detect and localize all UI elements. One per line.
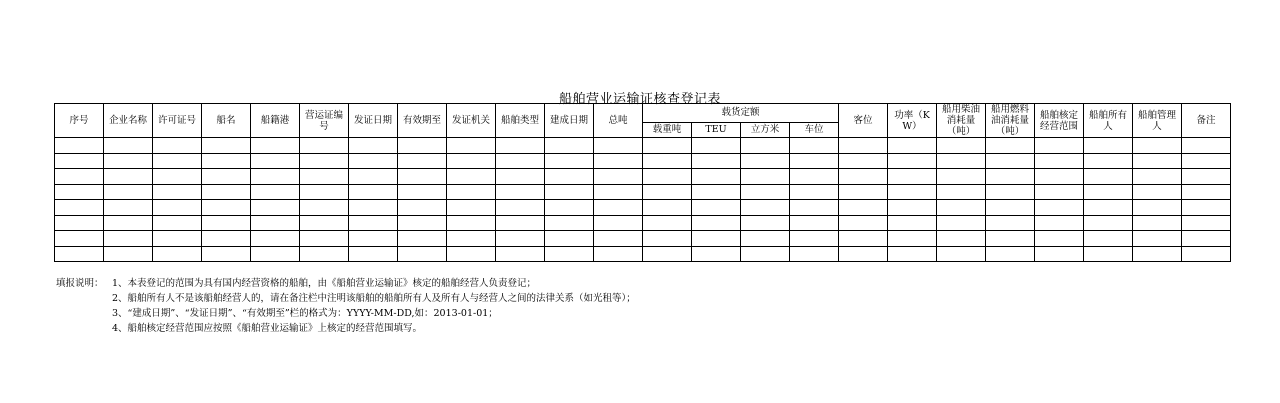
table-cell[interactable]	[986, 138, 1035, 154]
note-item: 1、本表登记的范围为具有国内经营资格的船舶，由《船舶营业运输证》核定的船舶经营人负责登记；	[112, 278, 537, 289]
table-cell[interactable]	[55, 231, 104, 247]
header-cargo-group: 载货定额	[643, 104, 839, 123]
table-cell[interactable]	[986, 184, 1035, 200]
table-cell[interactable]	[153, 231, 202, 247]
table-cell[interactable]	[1182, 231, 1231, 247]
table-cell[interactable]	[1035, 153, 1084, 169]
table-cell[interactable]	[153, 246, 202, 262]
table-cell[interactable]	[790, 169, 839, 185]
table-cell[interactable]	[1084, 231, 1133, 247]
table-cell[interactable]	[594, 169, 643, 185]
table-cell[interactable]	[888, 215, 937, 231]
table-cell[interactable]	[643, 246, 692, 262]
table-cell[interactable]	[888, 231, 937, 247]
table-cell[interactable]	[1182, 215, 1231, 231]
table-cell[interactable]	[1182, 184, 1231, 200]
table-row	[55, 246, 1231, 262]
table-cell[interactable]	[153, 138, 202, 154]
header-fuel-oil: 船用燃料油消耗量（吨）	[986, 104, 1035, 138]
note-item: 3、“建成日期”、“发证日期”、“有效期至”栏的格式为：YYYY-MM-DD,如：2013-01-01；	[112, 308, 498, 319]
note-item: 4、船舶核定经营范围应按照《船舶营业运输证》上核定的经营范围填写。	[112, 323, 423, 334]
table-cell[interactable]	[1133, 215, 1182, 231]
header-scope: 船舶核定经营范围	[1035, 104, 1084, 138]
table-cell[interactable]	[1182, 246, 1231, 262]
table-cell[interactable]	[643, 169, 692, 185]
table-cell[interactable]	[251, 153, 300, 169]
table-cell[interactable]	[398, 153, 447, 169]
table-cell[interactable]	[55, 169, 104, 185]
table-cell[interactable]	[1035, 184, 1084, 200]
table-cell[interactable]	[937, 138, 986, 154]
table-cell[interactable]	[349, 153, 398, 169]
header-passenger: 客位	[839, 104, 888, 138]
table-cell[interactable]	[447, 138, 496, 154]
note-line-4	[56, 321, 636, 336]
table-cell[interactable]	[839, 169, 888, 185]
table-cell[interactable]	[790, 153, 839, 169]
header-gross-ton: 总吨	[594, 104, 643, 138]
header-license: 许可证号	[153, 104, 202, 138]
table-cell[interactable]	[643, 153, 692, 169]
table-cell[interactable]	[349, 246, 398, 262]
table-cell[interactable]	[1084, 184, 1133, 200]
table-cell[interactable]	[104, 153, 153, 169]
table-cell[interactable]	[104, 215, 153, 231]
table-cell[interactable]	[888, 184, 937, 200]
table-cell[interactable]	[692, 169, 741, 185]
table-cell[interactable]	[839, 215, 888, 231]
table-row	[55, 215, 1231, 231]
table-cell[interactable]	[1035, 231, 1084, 247]
note-line-1	[56, 276, 636, 291]
table-cell[interactable]	[153, 169, 202, 185]
table-cell[interactable]	[104, 169, 153, 185]
table-cell[interactable]	[594, 246, 643, 262]
table-cell[interactable]	[790, 215, 839, 231]
table-cell[interactable]	[545, 138, 594, 154]
table-cell[interactable]	[1035, 169, 1084, 185]
table-cell[interactable]	[594, 200, 643, 216]
table-cell[interactable]	[937, 246, 986, 262]
table-cell[interactable]	[251, 184, 300, 200]
table-cell[interactable]	[692, 153, 741, 169]
table-row	[55, 200, 1231, 216]
table-cell[interactable]	[153, 215, 202, 231]
table-cell[interactable]	[545, 246, 594, 262]
table-cell[interactable]	[692, 184, 741, 200]
table-cell[interactable]	[1133, 169, 1182, 185]
table-cell[interactable]	[398, 246, 447, 262]
table-cell[interactable]	[1035, 246, 1084, 262]
table-cell[interactable]	[202, 169, 251, 185]
form-title: 船舶营业运输证核查登记表	[558, 92, 721, 107]
table-cell[interactable]	[545, 184, 594, 200]
table-cell[interactable]	[790, 246, 839, 262]
table-cell[interactable]	[496, 200, 545, 216]
table-cell[interactable]	[839, 153, 888, 169]
registration-table	[54, 103, 1231, 262]
table-cell[interactable]	[545, 231, 594, 247]
table-cell[interactable]	[496, 184, 545, 200]
table-cell[interactable]	[398, 200, 447, 216]
table-cell[interactable]	[1084, 138, 1133, 154]
table-cell[interactable]	[986, 231, 1035, 247]
header-ship-type: 船舶类型	[496, 104, 545, 138]
header-company: 企业名称	[104, 104, 153, 138]
table-cell[interactable]	[496, 153, 545, 169]
table-cell[interactable]	[55, 246, 104, 262]
table-cell[interactable]	[300, 169, 349, 185]
table-cell[interactable]	[839, 231, 888, 247]
table-cell[interactable]	[104, 246, 153, 262]
header-cubic: 立方米	[741, 122, 790, 137]
table-cell[interactable]	[1182, 169, 1231, 185]
table-cell[interactable]	[741, 153, 790, 169]
table-cell[interactable]	[349, 231, 398, 247]
table-cell[interactable]	[1133, 138, 1182, 154]
table-cell[interactable]	[202, 215, 251, 231]
table-cell[interactable]	[692, 246, 741, 262]
table-row	[55, 184, 1231, 200]
table-cell[interactable]	[447, 184, 496, 200]
table-cell[interactable]	[251, 169, 300, 185]
table-cell[interactable]	[986, 246, 1035, 262]
table-cell[interactable]	[545, 153, 594, 169]
header-ship-name: 船名	[202, 104, 251, 138]
table-cell[interactable]	[398, 138, 447, 154]
table-cell[interactable]	[496, 169, 545, 185]
table-cell[interactable]	[790, 138, 839, 154]
table-cell[interactable]	[55, 184, 104, 200]
table-cell[interactable]	[300, 184, 349, 200]
table-cell[interactable]	[202, 153, 251, 169]
table-cell[interactable]	[1084, 169, 1133, 185]
table-cell[interactable]	[55, 138, 104, 154]
table-cell[interactable]	[202, 138, 251, 154]
table-cell[interactable]	[741, 169, 790, 185]
table-cell[interactable]	[986, 215, 1035, 231]
table-cell[interactable]	[104, 138, 153, 154]
table-cell[interactable]	[1084, 153, 1133, 169]
table-cell[interactable]	[643, 184, 692, 200]
table-cell[interactable]	[349, 169, 398, 185]
notes-lead: 填报说明：	[56, 278, 104, 289]
table-cell[interactable]	[1182, 200, 1231, 216]
table-cell[interactable]	[1084, 246, 1133, 262]
table-cell[interactable]	[104, 231, 153, 247]
table-cell[interactable]	[55, 153, 104, 169]
table-cell[interactable]	[839, 246, 888, 262]
table-cell[interactable]	[1133, 200, 1182, 216]
note-line-2	[56, 291, 636, 306]
table-cell[interactable]	[741, 231, 790, 247]
header-manager: 船舶管理人	[1133, 104, 1182, 138]
table-cell[interactable]	[790, 184, 839, 200]
table-cell[interactable]	[300, 200, 349, 216]
table-cell[interactable]	[300, 215, 349, 231]
table-cell[interactable]	[398, 215, 447, 231]
table-cell[interactable]	[496, 246, 545, 262]
header-issue-date: 发证日期	[349, 104, 398, 138]
table-cell[interactable]	[398, 169, 447, 185]
table-cell[interactable]	[153, 184, 202, 200]
table-cell[interactable]	[741, 200, 790, 216]
table-cell[interactable]	[349, 184, 398, 200]
table-cell[interactable]	[398, 231, 447, 247]
header-valid-until: 有效期至	[398, 104, 447, 138]
table-cell[interactable]	[986, 153, 1035, 169]
table-cell[interactable]	[986, 200, 1035, 216]
table-cell[interactable]	[790, 200, 839, 216]
table-cell[interactable]	[790, 231, 839, 247]
table-cell[interactable]	[545, 169, 594, 185]
table-cell[interactable]	[300, 231, 349, 247]
table-cell[interactable]	[349, 200, 398, 216]
table-cell[interactable]	[251, 138, 300, 154]
table-cell[interactable]	[1133, 153, 1182, 169]
table-cell[interactable]	[692, 200, 741, 216]
table-cell[interactable]	[251, 200, 300, 216]
table-cell[interactable]	[153, 153, 202, 169]
table-cell[interactable]	[202, 231, 251, 247]
table-cell[interactable]	[888, 153, 937, 169]
table-cell[interactable]	[741, 246, 790, 262]
table-cell[interactable]	[300, 153, 349, 169]
table-cell[interactable]	[251, 215, 300, 231]
note-item: 2、船舶所有人不是该船舶经营人的，请在备注栏中注明该船舶的船舶所有人及所有人与经营人之间的法律关系（如光租等）；	[112, 293, 636, 304]
table-cell[interactable]	[202, 246, 251, 262]
table-cell[interactable]	[545, 215, 594, 231]
table-cell[interactable]	[447, 246, 496, 262]
table-cell[interactable]	[1182, 153, 1231, 169]
table-cell[interactable]	[594, 184, 643, 200]
table-cell[interactable]	[937, 200, 986, 216]
table-cell[interactable]	[496, 231, 545, 247]
table-row	[55, 169, 1231, 185]
table-cell[interactable]	[300, 246, 349, 262]
header-row	[55, 104, 1231, 123]
table-cell[interactable]	[447, 231, 496, 247]
table-cell[interactable]	[643, 231, 692, 247]
table-cell[interactable]	[1084, 215, 1133, 231]
table-cell[interactable]	[937, 231, 986, 247]
table-cell[interactable]	[496, 138, 545, 154]
table-cell[interactable]	[349, 215, 398, 231]
header-seq: 序号	[55, 104, 104, 138]
table-cell[interactable]	[1035, 200, 1084, 216]
note-line-3	[56, 306, 636, 321]
table-row	[55, 153, 1231, 169]
header-authority: 发证机关	[447, 104, 496, 138]
filling-instructions	[56, 276, 636, 336]
table-cell[interactable]	[1035, 215, 1084, 231]
table-cell[interactable]	[888, 246, 937, 262]
table-cell[interactable]	[741, 184, 790, 200]
table-cell[interactable]	[937, 153, 986, 169]
table-cell[interactable]	[888, 169, 937, 185]
table-cell[interactable]	[447, 169, 496, 185]
table-cell[interactable]	[447, 153, 496, 169]
table-cell[interactable]	[888, 200, 937, 216]
table-cell[interactable]	[545, 200, 594, 216]
table-cell[interactable]	[839, 184, 888, 200]
table-cell[interactable]	[398, 184, 447, 200]
table-cell[interactable]	[496, 215, 545, 231]
table-cell[interactable]	[251, 231, 300, 247]
table-cell[interactable]	[349, 138, 398, 154]
table-cell[interactable]	[692, 215, 741, 231]
table-cell[interactable]	[104, 184, 153, 200]
table-cell[interactable]	[643, 215, 692, 231]
header-dwt: 载重吨	[643, 122, 692, 137]
table-cell[interactable]	[300, 138, 349, 154]
table-cell[interactable]	[741, 215, 790, 231]
table-cell[interactable]	[1133, 184, 1182, 200]
table-cell[interactable]	[1133, 246, 1182, 262]
header-remark: 备注	[1182, 104, 1231, 138]
table-cell[interactable]	[692, 231, 741, 247]
header-op-cert: 营运证编号	[300, 104, 349, 138]
table-cell[interactable]	[251, 246, 300, 262]
table-cell[interactable]	[153, 200, 202, 216]
table-cell[interactable]	[447, 215, 496, 231]
header-port: 船籍港	[251, 104, 300, 138]
table-cell[interactable]	[1035, 138, 1084, 154]
table-cell[interactable]	[643, 138, 692, 154]
header-diesel: 船用柴油消耗量（吨）	[937, 104, 986, 138]
table-cell[interactable]	[202, 200, 251, 216]
table-cell[interactable]	[839, 138, 888, 154]
header-power: 功率（KW）	[888, 104, 937, 138]
header-owner: 船舶所有人	[1084, 104, 1133, 138]
table-cell[interactable]	[594, 153, 643, 169]
table-cell[interactable]	[741, 138, 790, 154]
table-cell[interactable]	[692, 138, 741, 154]
table-cell[interactable]	[643, 200, 692, 216]
table-cell[interactable]	[55, 200, 104, 216]
table-cell[interactable]	[594, 138, 643, 154]
table-cell[interactable]	[937, 169, 986, 185]
table-cell[interactable]	[1182, 138, 1231, 154]
table-row	[55, 231, 1231, 247]
table-cell[interactable]	[888, 138, 937, 154]
header-build-date: 建成日期	[545, 104, 594, 138]
header-vehicle: 车位	[790, 122, 839, 137]
table-cell[interactable]	[937, 215, 986, 231]
table-cell[interactable]	[594, 231, 643, 247]
table-cell[interactable]	[986, 169, 1035, 185]
table-cell[interactable]	[1084, 200, 1133, 216]
table-cell[interactable]	[594, 215, 643, 231]
table-cell[interactable]	[447, 200, 496, 216]
table-cell[interactable]	[55, 215, 104, 231]
table-cell[interactable]	[104, 200, 153, 216]
header-teu: TEU	[692, 122, 741, 137]
table-cell[interactable]	[1133, 231, 1182, 247]
table-cell[interactable]	[202, 184, 251, 200]
table-cell[interactable]	[839, 200, 888, 216]
table-row	[55, 138, 1231, 154]
table-cell[interactable]	[937, 184, 986, 200]
